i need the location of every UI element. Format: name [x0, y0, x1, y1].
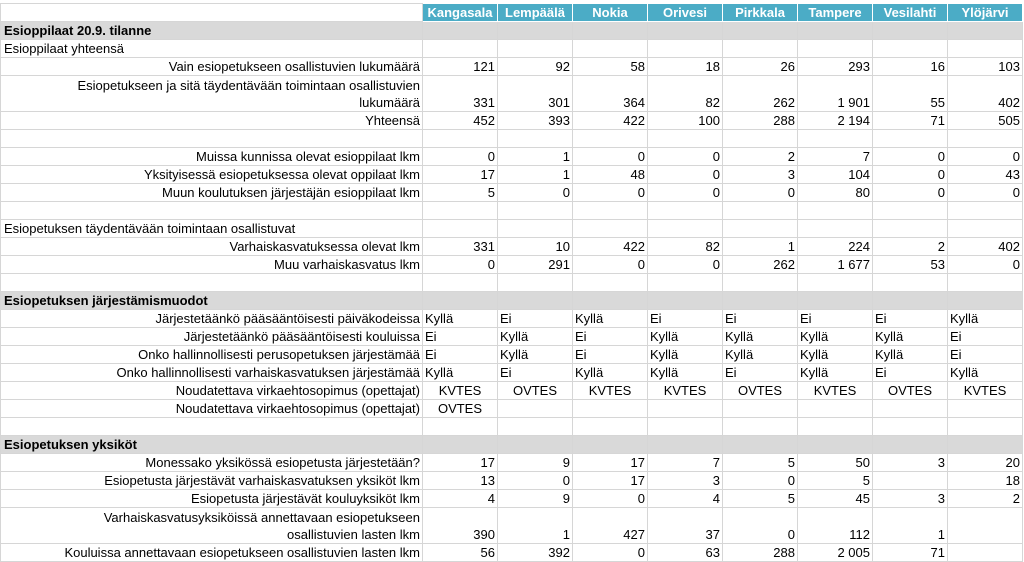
- table-cell[interactable]: Ei: [573, 328, 648, 346]
- table-row: [1, 238, 1023, 256]
- table-row: [1, 328, 1023, 346]
- table-cell[interactable]: 331: [423, 76, 498, 112]
- table-cell[interactable]: 82: [648, 76, 723, 112]
- table-cell[interactable]: Kyllä: [948, 310, 1023, 328]
- empty-cell[interactable]: [873, 274, 948, 292]
- empty-cell[interactable]: [573, 22, 648, 40]
- row-label[interactable]: [1, 508, 423, 544]
- table-cell[interactable]: 3: [723, 166, 798, 184]
- table-cell[interactable]: 505: [948, 112, 1023, 130]
- section-title-yksikot[interactable]: Esiopetuksen yksiköt: [1, 436, 423, 454]
- empty-cell[interactable]: [723, 292, 798, 310]
- table-cell[interactable]: KVTES: [648, 382, 723, 400]
- empty-cell[interactable]: [423, 220, 498, 238]
- table-cell[interactable]: 2: [723, 148, 798, 166]
- table-cell[interactable]: 2 194: [798, 112, 873, 130]
- empty-cell[interactable]: [1, 274, 423, 292]
- table-cell[interactable]: 224: [798, 238, 873, 256]
- empty-cell[interactable]: [573, 220, 648, 238]
- table-cell[interactable]: 7: [798, 148, 873, 166]
- table-cell[interactable]: 37: [648, 508, 723, 544]
- table-cell[interactable]: 3: [873, 490, 948, 508]
- table-row: [1, 508, 1023, 544]
- col-header-pirkkala[interactable]: Pirkkala: [723, 4, 798, 22]
- empty-cell[interactable]: [498, 292, 573, 310]
- empty-cell[interactable]: [573, 292, 648, 310]
- table-cell[interactable]: Kyllä: [498, 346, 573, 364]
- table-cell[interactable]: Ei: [873, 364, 948, 382]
- table-cell[interactable]: Ei: [648, 310, 723, 328]
- table-cell[interactable]: 10: [498, 238, 573, 256]
- table-row: [1, 76, 1023, 112]
- row-label[interactable]: Onko hallinnollisesti varhaiskasvatuksen järjestämää: [1, 364, 423, 382]
- table-cell[interactable]: 2: [873, 238, 948, 256]
- empty-cell[interactable]: [648, 22, 723, 40]
- table-cell[interactable]: 0: [948, 256, 1023, 274]
- empty-cell[interactable]: [723, 40, 798, 58]
- table-cell[interactable]: 0: [648, 256, 723, 274]
- table-cell[interactable]: Ei: [798, 310, 873, 328]
- subsection-row: [1, 220, 1023, 238]
- table-cell[interactable]: 291: [498, 256, 573, 274]
- table-cell[interactable]: OVTES: [723, 382, 798, 400]
- empty-cell[interactable]: [798, 22, 873, 40]
- row-label-line-1: Varhaiskasvatusyksiköissä annettavaan esiopetukseen: [103, 510, 420, 525]
- empty-cell[interactable]: [948, 22, 1023, 40]
- table-cell[interactable]: Ei: [423, 328, 498, 346]
- table-cell[interactable]: 71: [873, 112, 948, 130]
- empty-cell[interactable]: [423, 22, 498, 40]
- table-cell[interactable]: 63: [648, 544, 723, 562]
- table-cell[interactable]: Ei: [573, 346, 648, 364]
- table-cell[interactable]: 392: [498, 544, 573, 562]
- table-cell[interactable]: 5: [723, 454, 798, 472]
- table-row: [1, 454, 1023, 472]
- table-cell[interactable]: 2 005: [798, 544, 873, 562]
- table-cell[interactable]: 0: [573, 544, 648, 562]
- table-row: [1, 364, 1023, 382]
- col-header-tampere[interactable]: Tampere: [798, 4, 873, 22]
- table-cell[interactable]: 0: [648, 184, 723, 202]
- empty-cell[interactable]: [648, 418, 723, 436]
- table-cell[interactable]: [873, 400, 948, 418]
- empty-cell[interactable]: [498, 436, 573, 454]
- table-cell[interactable]: Kyllä: [798, 364, 873, 382]
- col-header-nokia[interactable]: Nokia: [573, 4, 648, 22]
- empty-cell[interactable]: [498, 22, 573, 40]
- table-cell[interactable]: Kyllä: [648, 346, 723, 364]
- blank-row: [1, 274, 1023, 292]
- table-cell[interactable]: 1: [498, 508, 573, 544]
- empty-cell[interactable]: [573, 274, 648, 292]
- empty-cell[interactable]: [798, 418, 873, 436]
- empty-cell[interactable]: [723, 220, 798, 238]
- table-cell[interactable]: KVTES: [423, 382, 498, 400]
- table-cell[interactable]: 301: [498, 76, 573, 112]
- table-row: [1, 58, 1023, 76]
- row-label[interactable]: Muissa kunnissa olevat esioppilaat lkm: [1, 148, 423, 166]
- table-cell[interactable]: 0: [873, 166, 948, 184]
- table-cell[interactable]: Kyllä: [723, 346, 798, 364]
- table-cell[interactable]: 5: [798, 472, 873, 490]
- table-cell[interactable]: Ei: [498, 310, 573, 328]
- empty-cell[interactable]: [423, 292, 498, 310]
- table-cell[interactable]: 422: [573, 112, 648, 130]
- table-row: [1, 490, 1023, 508]
- table-cell[interactable]: 393: [498, 112, 573, 130]
- empty-cell[interactable]: [873, 202, 948, 220]
- empty-cell[interactable]: [423, 436, 498, 454]
- table-cell[interactable]: Kyllä: [573, 310, 648, 328]
- table-cell[interactable]: 9: [498, 490, 573, 508]
- row-label[interactable]: Yhteensä: [1, 112, 423, 130]
- table-cell[interactable]: 1: [498, 166, 573, 184]
- table-cell[interactable]: Kyllä: [648, 364, 723, 382]
- table-cell[interactable]: 82: [648, 238, 723, 256]
- empty-cell[interactable]: [1, 130, 423, 148]
- row-label[interactable]: Monessako yksikössä esiopetusta järjestetään?: [1, 454, 423, 472]
- row-label[interactable]: Vain esiopetukseen osallistuvien lukumäärä: [1, 58, 423, 76]
- row-label[interactable]: Muu varhaiskasvatus lkm: [1, 256, 423, 274]
- table-cell[interactable]: 18: [648, 58, 723, 76]
- table-cell[interactable]: 92: [498, 58, 573, 76]
- empty-cell[interactable]: [948, 40, 1023, 58]
- subsection-row: [1, 40, 1023, 58]
- table-cell[interactable]: 56: [423, 544, 498, 562]
- empty-cell[interactable]: [873, 130, 948, 148]
- table-cell[interactable]: 427: [573, 508, 648, 544]
- row-label-line-1: Esiopetukseen ja sitä täydentävään toimintaan osallistuvien: [77, 78, 420, 93]
- table-cell[interactable]: 288: [723, 544, 798, 562]
- table-cell[interactable]: OVTES: [873, 382, 948, 400]
- table-cell[interactable]: KVTES: [798, 382, 873, 400]
- table-cell[interactable]: Kyllä: [498, 328, 573, 346]
- table-cell[interactable]: Kyllä: [423, 364, 498, 382]
- table-cell[interactable]: Kyllä: [648, 328, 723, 346]
- table-cell[interactable]: 13: [423, 472, 498, 490]
- table-cell[interactable]: 121: [423, 58, 498, 76]
- table-cell[interactable]: [873, 472, 948, 490]
- table-cell[interactable]: 0: [723, 472, 798, 490]
- empty-cell[interactable]: [873, 22, 948, 40]
- subsection-label-taydentava[interactable]: Esiopetuksen täydentävään toimintaan osallistuvat: [1, 220, 423, 238]
- table-cell[interactable]: Ei: [723, 364, 798, 382]
- empty-cell[interactable]: [723, 22, 798, 40]
- table-cell[interactable]: Kyllä: [723, 328, 798, 346]
- table-cell[interactable]: 288: [723, 112, 798, 130]
- table-cell[interactable]: 0: [648, 166, 723, 184]
- table-row: [1, 148, 1023, 166]
- table-cell[interactable]: Kyllä: [423, 310, 498, 328]
- row-label[interactable]: Muun koulutuksen järjestäjän esioppilaat lkm: [1, 184, 423, 202]
- section-header-row: [1, 292, 1023, 310]
- blank-row: [1, 418, 1023, 436]
- col-header-vesilahti[interactable]: Vesilahti: [873, 4, 948, 22]
- table-cell[interactable]: Kyllä: [873, 328, 948, 346]
- section-title-jarjestamismuodot[interactable]: Esiopetuksen järjestämismuodot: [1, 292, 423, 310]
- table-cell[interactable]: 422: [573, 238, 648, 256]
- empty-cell[interactable]: [648, 220, 723, 238]
- row-label[interactable]: Esiopetusta järjestävät varhaiskasvatuksen yksiköt lkm: [1, 472, 423, 490]
- empty-cell[interactable]: [798, 130, 873, 148]
- empty-cell[interactable]: [948, 220, 1023, 238]
- table-cell[interactable]: 71: [873, 544, 948, 562]
- table-row: [1, 472, 1023, 490]
- table-cell[interactable]: 1 677: [798, 256, 873, 274]
- table-cell[interactable]: [948, 544, 1023, 562]
- table-cell[interactable]: 48: [573, 166, 648, 184]
- table-cell[interactable]: KVTES: [573, 382, 648, 400]
- table-cell[interactable]: Ei: [948, 328, 1023, 346]
- table-cell[interactable]: 0: [873, 148, 948, 166]
- table-cell[interactable]: KVTES: [948, 382, 1023, 400]
- empty-cell[interactable]: [798, 202, 873, 220]
- empty-cell[interactable]: [648, 292, 723, 310]
- table-cell[interactable]: 50: [798, 454, 873, 472]
- table-cell[interactable]: 262: [723, 256, 798, 274]
- empty-cell[interactable]: [723, 418, 798, 436]
- table-cell[interactable]: 0: [573, 148, 648, 166]
- empty-cell[interactable]: [573, 418, 648, 436]
- table-cell[interactable]: 26: [723, 58, 798, 76]
- table-cell[interactable]: 58: [573, 58, 648, 76]
- table-cell[interactable]: 364: [573, 76, 648, 112]
- table-cell[interactable]: Kyllä: [798, 346, 873, 364]
- table-cell[interactable]: [723, 400, 798, 418]
- empty-cell[interactable]: [498, 220, 573, 238]
- table-row: [1, 544, 1023, 562]
- table-cell[interactable]: [948, 400, 1023, 418]
- table-row: [1, 346, 1023, 364]
- table-cell[interactable]: 1: [723, 238, 798, 256]
- empty-cell[interactable]: [423, 130, 498, 148]
- col-header-kangasala[interactable]: Kangasala: [423, 4, 498, 22]
- table-cell[interactable]: 0: [648, 148, 723, 166]
- table-cell[interactable]: 17: [573, 472, 648, 490]
- table-cell[interactable]: 402: [948, 238, 1023, 256]
- table-row: [1, 400, 1023, 418]
- empty-cell[interactable]: [723, 274, 798, 292]
- table-cell[interactable]: 100: [648, 112, 723, 130]
- empty-cell[interactable]: [573, 436, 648, 454]
- table-cell[interactable]: 3: [873, 454, 948, 472]
- table-cell[interactable]: 53: [873, 256, 948, 274]
- table-row: [1, 310, 1023, 328]
- table-cell[interactable]: 0: [723, 508, 798, 544]
- table-cell[interactable]: [648, 400, 723, 418]
- header-row: [1, 4, 1023, 22]
- table-cell[interactable]: 331: [423, 238, 498, 256]
- table-cell[interactable]: 402: [948, 76, 1023, 112]
- section-header-row: [1, 436, 1023, 454]
- table-row: [1, 166, 1023, 184]
- header-corner[interactable]: [1, 4, 423, 22]
- col-header-ylojarvi[interactable]: Ylöjärvi: [948, 4, 1023, 22]
- empty-cell[interactable]: [723, 202, 798, 220]
- table-cell[interactable]: 17: [423, 166, 498, 184]
- blank-row: [1, 202, 1023, 220]
- table-cell[interactable]: 80: [798, 184, 873, 202]
- empty-cell[interactable]: [573, 40, 648, 58]
- section-title-esioppilaat[interactable]: Esioppilaat 20.9. tilanne: [1, 22, 423, 40]
- empty-cell[interactable]: [648, 274, 723, 292]
- section-header-row: [1, 22, 1023, 40]
- table-cell[interactable]: 262: [723, 76, 798, 112]
- empty-cell[interactable]: [573, 202, 648, 220]
- table-cell[interactable]: Kyllä: [798, 328, 873, 346]
- row-label[interactable]: [1, 76, 423, 112]
- empty-cell[interactable]: [798, 274, 873, 292]
- row-label[interactable]: Kouluissa annettavaan esiopetukseen osallistuvien lasten lkm: [1, 544, 423, 562]
- table-cell[interactable]: Ei: [423, 346, 498, 364]
- row-label[interactable]: Yksityisessä esiopetuksessa olevat oppilaat lkm: [1, 166, 423, 184]
- table-cell[interactable]: OVTES: [423, 400, 498, 418]
- empty-cell[interactable]: [873, 418, 948, 436]
- empty-cell[interactable]: [1, 418, 423, 436]
- table-cell[interactable]: [498, 400, 573, 418]
- table-cell[interactable]: 293: [798, 58, 873, 76]
- table-cell[interactable]: 4: [648, 490, 723, 508]
- row-label-line-2: osallistuvien lasten lkm: [287, 527, 420, 542]
- empty-cell[interactable]: [723, 436, 798, 454]
- table-cell[interactable]: 43: [948, 166, 1023, 184]
- table-cell[interactable]: Ei: [873, 310, 948, 328]
- empty-cell[interactable]: [873, 40, 948, 58]
- table-cell[interactable]: 0: [498, 472, 573, 490]
- table-cell[interactable]: 0: [573, 490, 648, 508]
- empty-cell[interactable]: [648, 202, 723, 220]
- col-header-orivesi[interactable]: Orivesi: [648, 4, 723, 22]
- empty-cell[interactable]: [723, 130, 798, 148]
- table-row: [1, 382, 1023, 400]
- empty-cell[interactable]: [873, 436, 948, 454]
- empty-cell[interactable]: [648, 40, 723, 58]
- empty-cell[interactable]: [498, 130, 573, 148]
- table-cell[interactable]: 20: [948, 454, 1023, 472]
- table-cell[interactable]: 104: [798, 166, 873, 184]
- table-row: [1, 112, 1023, 130]
- table-cell[interactable]: 0: [948, 184, 1023, 202]
- empty-cell[interactable]: [948, 436, 1023, 454]
- table-cell[interactable]: 18: [948, 472, 1023, 490]
- row-label[interactable]: Järjestetäänkö pääsääntöisesti kouluissa: [1, 328, 423, 346]
- table-cell[interactable]: 0: [723, 184, 798, 202]
- row-label-line-2: lukumäärä: [359, 95, 420, 110]
- table-cell[interactable]: 17: [423, 454, 498, 472]
- row-label[interactable]: Esiopetusta järjestävät kouluyksiköt lkm: [1, 490, 423, 508]
- table-cell[interactable]: Kyllä: [873, 346, 948, 364]
- table-cell[interactable]: 0: [948, 148, 1023, 166]
- table-cell[interactable]: 9: [498, 454, 573, 472]
- empty-cell[interactable]: [948, 292, 1023, 310]
- row-label[interactable]: Noudatettava virkaehtosopimus (opettajat): [1, 382, 423, 400]
- empty-cell[interactable]: [423, 40, 498, 58]
- table-cell[interactable]: OVTES: [498, 382, 573, 400]
- empty-cell[interactable]: [423, 202, 498, 220]
- table-cell[interactable]: 0: [423, 256, 498, 274]
- row-label[interactable]: Onko hallinnollisesti perusopetuksen järjestämää: [1, 346, 423, 364]
- data-table: [0, 3, 1023, 562]
- table-cell[interactable]: 0: [423, 148, 498, 166]
- table-row: [1, 256, 1023, 274]
- table-cell[interactable]: Ei: [948, 346, 1023, 364]
- table-cell[interactable]: Ei: [723, 310, 798, 328]
- table-cell[interactable]: 17: [573, 454, 648, 472]
- table-cell[interactable]: 16: [873, 58, 948, 76]
- table-cell[interactable]: [948, 508, 1023, 544]
- empty-cell[interactable]: [498, 274, 573, 292]
- table-cell[interactable]: 5: [423, 184, 498, 202]
- table-body: [1, 4, 1023, 562]
- table-cell[interactable]: 3: [648, 472, 723, 490]
- table-cell[interactable]: 452: [423, 112, 498, 130]
- empty-cell[interactable]: [648, 436, 723, 454]
- table-cell[interactable]: 2: [948, 490, 1023, 508]
- subsection-label-yhteensa[interactable]: Esioppilaat yhteensä: [1, 40, 423, 58]
- table-cell[interactable]: 55: [873, 76, 948, 112]
- table-cell[interactable]: 4: [423, 490, 498, 508]
- table-cell[interactable]: Ei: [498, 364, 573, 382]
- empty-cell[interactable]: [948, 418, 1023, 436]
- table-cell[interactable]: 0: [498, 184, 573, 202]
- table-cell[interactable]: [573, 400, 648, 418]
- table-cell[interactable]: 5: [723, 490, 798, 508]
- table-cell[interactable]: 103: [948, 58, 1023, 76]
- empty-cell[interactable]: [948, 274, 1023, 292]
- empty-cell[interactable]: [798, 292, 873, 310]
- table-cell[interactable]: 1: [498, 148, 573, 166]
- empty-cell[interactable]: [873, 220, 948, 238]
- empty-cell[interactable]: [498, 202, 573, 220]
- table-row: [1, 184, 1023, 202]
- empty-cell[interactable]: [1, 202, 423, 220]
- table-cell[interactable]: 45: [798, 490, 873, 508]
- table-cell[interactable]: 1: [873, 508, 948, 544]
- row-label[interactable]: Varhaiskasvatuksessa olevat lkm: [1, 238, 423, 256]
- empty-cell[interactable]: [423, 418, 498, 436]
- table-cell[interactable]: 0: [573, 256, 648, 274]
- empty-cell[interactable]: [498, 40, 573, 58]
- col-header-lempaala[interactable]: Lempäälä: [498, 4, 573, 22]
- table-cell[interactable]: Kyllä: [573, 364, 648, 382]
- table-cell[interactable]: 1 901: [798, 76, 873, 112]
- table-cell[interactable]: 112: [798, 508, 873, 544]
- empty-cell[interactable]: [498, 418, 573, 436]
- empty-cell[interactable]: [948, 202, 1023, 220]
- empty-cell[interactable]: [798, 436, 873, 454]
- table-cell[interactable]: 390: [423, 508, 498, 544]
- empty-cell[interactable]: [573, 130, 648, 148]
- row-label[interactable]: Noudatettava virkaehtosopimus (opettajat): [1, 400, 423, 418]
- empty-cell[interactable]: [423, 274, 498, 292]
- table-cell[interactable]: [798, 400, 873, 418]
- empty-cell[interactable]: [948, 130, 1023, 148]
- blank-row: [1, 130, 1023, 148]
- empty-cell[interactable]: [798, 220, 873, 238]
- table-cell[interactable]: Kyllä: [948, 364, 1023, 382]
- table-cell[interactable]: 0: [573, 184, 648, 202]
- empty-cell[interactable]: [873, 292, 948, 310]
- empty-cell[interactable]: [648, 130, 723, 148]
- row-label[interactable]: Järjestetäänkö pääsääntöisesti päiväkodeissa: [1, 310, 423, 328]
- empty-cell[interactable]: [798, 40, 873, 58]
- table-cell[interactable]: 7: [648, 454, 723, 472]
- table-cell[interactable]: 0: [873, 184, 948, 202]
